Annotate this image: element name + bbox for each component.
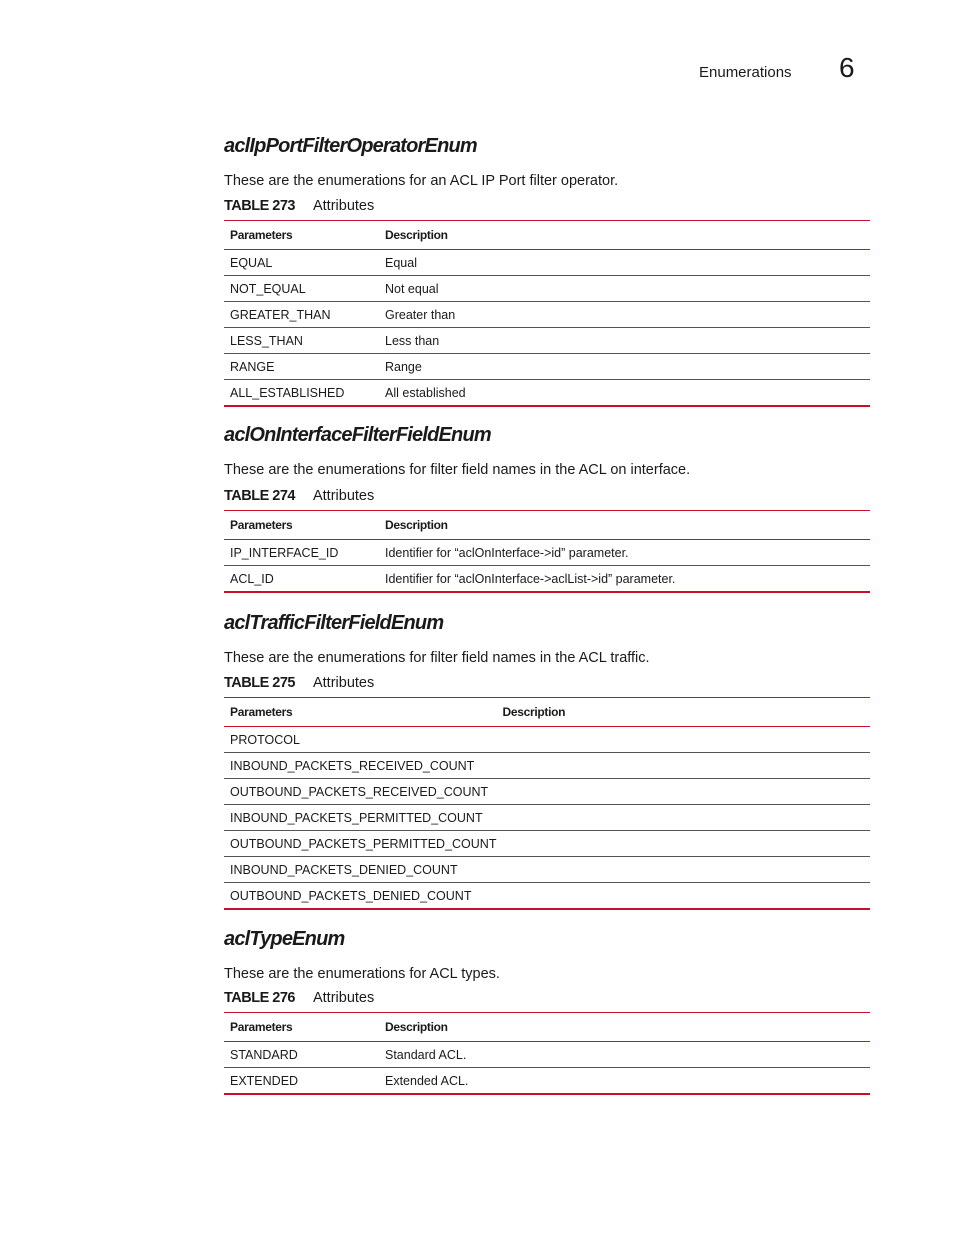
parameter-cell: ALL_ESTABLISHED bbox=[224, 380, 379, 407]
table-row bbox=[224, 540, 870, 566]
parameter-cell: INBOUND_PACKETS_DENIED_COUNT bbox=[224, 857, 496, 883]
description-cell: Not equal bbox=[379, 276, 870, 302]
section-description: These are the enumerations for filter field names in the ACL traffic. bbox=[224, 650, 650, 666]
parameter-cell: GREATER_THAN bbox=[224, 302, 379, 328]
description-cell bbox=[496, 805, 870, 831]
section-acl-ip-port-filter-operator-enum bbox=[224, 133, 870, 405]
column-header: Parameters bbox=[224, 511, 379, 540]
chapter-number: 6 bbox=[839, 52, 855, 83]
section-acl-traffic-filter-field-enum bbox=[224, 610, 870, 910]
description-cell bbox=[496, 727, 870, 753]
section-title: aclOnInterfaceFilterFieldEnum bbox=[224, 424, 491, 446]
section-title: aclTrafficFilterFieldEnum bbox=[224, 612, 444, 634]
description-cell bbox=[496, 857, 870, 883]
table-caption bbox=[224, 488, 374, 504]
column-header: Description bbox=[379, 221, 870, 250]
table-number: TABLE 276 bbox=[224, 990, 295, 1006]
table-caption-text: Attributes bbox=[312, 990, 375, 1006]
section-description: These are the enumerations for filter field names in the ACL on interface. bbox=[224, 462, 691, 478]
running-header-section: Enumerations bbox=[699, 64, 792, 81]
table-number: TABLE 273 bbox=[224, 198, 295, 214]
parameter-cell: ACL_ID bbox=[224, 566, 379, 593]
parameter-cell: NOT_EQUAL bbox=[224, 276, 379, 302]
table-caption bbox=[224, 675, 374, 691]
column-header: Parameters bbox=[224, 1013, 379, 1042]
attributes-table bbox=[224, 220, 870, 407]
parameter-cell: EXTENDED bbox=[224, 1068, 379, 1095]
section-acl-type-enum bbox=[224, 926, 870, 1098]
section-acl-on-interface-filter-field-enum bbox=[224, 422, 870, 594]
section-title: aclTypeEnum bbox=[224, 928, 345, 950]
table-caption-text: Attributes bbox=[312, 675, 375, 691]
description-cell bbox=[496, 831, 870, 857]
parameter-cell: STANDARD bbox=[224, 1042, 379, 1068]
table-row bbox=[224, 857, 870, 883]
description-cell: Identifier for “aclOnInterface->aclList->id” parameter. bbox=[379, 566, 870, 593]
section-description: These are the enumerations for an ACL IP Port filter operator. bbox=[224, 173, 619, 189]
table-number: TABLE 275 bbox=[224, 675, 295, 691]
table-row bbox=[224, 1042, 870, 1068]
parameter-cell: OUTBOUND_PACKETS_RECEIVED_COUNT bbox=[224, 779, 496, 805]
description-cell: Range bbox=[379, 354, 870, 380]
column-header: Description bbox=[379, 511, 870, 540]
table-row bbox=[224, 566, 870, 593]
section-title: aclIpPortFilterOperatorEnum bbox=[224, 135, 477, 157]
description-cell: Extended ACL. bbox=[379, 1068, 870, 1095]
table-row bbox=[224, 250, 870, 276]
description-cell: Less than bbox=[379, 328, 870, 354]
attributes-table bbox=[224, 697, 870, 910]
table-caption bbox=[224, 198, 374, 214]
description-cell bbox=[496, 883, 870, 910]
description-cell bbox=[496, 779, 870, 805]
table-row bbox=[224, 805, 870, 831]
attributes-table bbox=[224, 510, 870, 593]
parameter-cell: INBOUND_PACKETS_RECEIVED_COUNT bbox=[224, 753, 496, 779]
parameter-cell: RANGE bbox=[224, 354, 379, 380]
parameter-cell: PROTOCOL bbox=[224, 727, 496, 753]
parameter-cell: OUTBOUND_PACKETS_DENIED_COUNT bbox=[224, 883, 496, 910]
table-row bbox=[224, 779, 870, 805]
section-description: These are the enumerations for ACL types. bbox=[224, 966, 500, 982]
table-row bbox=[224, 276, 870, 302]
table-row bbox=[224, 1068, 870, 1095]
table-row bbox=[224, 831, 870, 857]
table-number: TABLE 274 bbox=[224, 488, 295, 504]
table-caption bbox=[224, 990, 374, 1006]
description-cell: Equal bbox=[379, 250, 870, 276]
description-cell: Standard ACL. bbox=[379, 1042, 870, 1068]
description-cell: All established bbox=[379, 380, 870, 407]
table-row bbox=[224, 727, 870, 753]
attributes-table bbox=[224, 1012, 870, 1095]
table-row bbox=[224, 328, 870, 354]
description-cell bbox=[496, 753, 870, 779]
parameter-cell: OUTBOUND_PACKETS_PERMITTED_COUNT bbox=[224, 831, 496, 857]
table-row bbox=[224, 354, 870, 380]
parameter-cell: IP_INTERFACE_ID bbox=[224, 540, 379, 566]
table-row bbox=[224, 883, 870, 910]
column-header: Description bbox=[496, 698, 870, 727]
table-row bbox=[224, 753, 870, 779]
description-cell: Greater than bbox=[379, 302, 870, 328]
parameter-cell: INBOUND_PACKETS_PERMITTED_COUNT bbox=[224, 805, 496, 831]
column-header: Description bbox=[379, 1013, 870, 1042]
column-header: Parameters bbox=[224, 221, 379, 250]
parameter-cell: EQUAL bbox=[224, 250, 379, 276]
column-header: Parameters bbox=[224, 698, 496, 727]
table-row bbox=[224, 302, 870, 328]
description-cell: Identifier for “aclOnInterface->id” parameter. bbox=[379, 540, 870, 566]
table-row bbox=[224, 380, 870, 407]
parameter-cell: LESS_THAN bbox=[224, 328, 379, 354]
table-caption-text: Attributes bbox=[312, 198, 375, 214]
table-caption-text: Attributes bbox=[312, 488, 375, 504]
